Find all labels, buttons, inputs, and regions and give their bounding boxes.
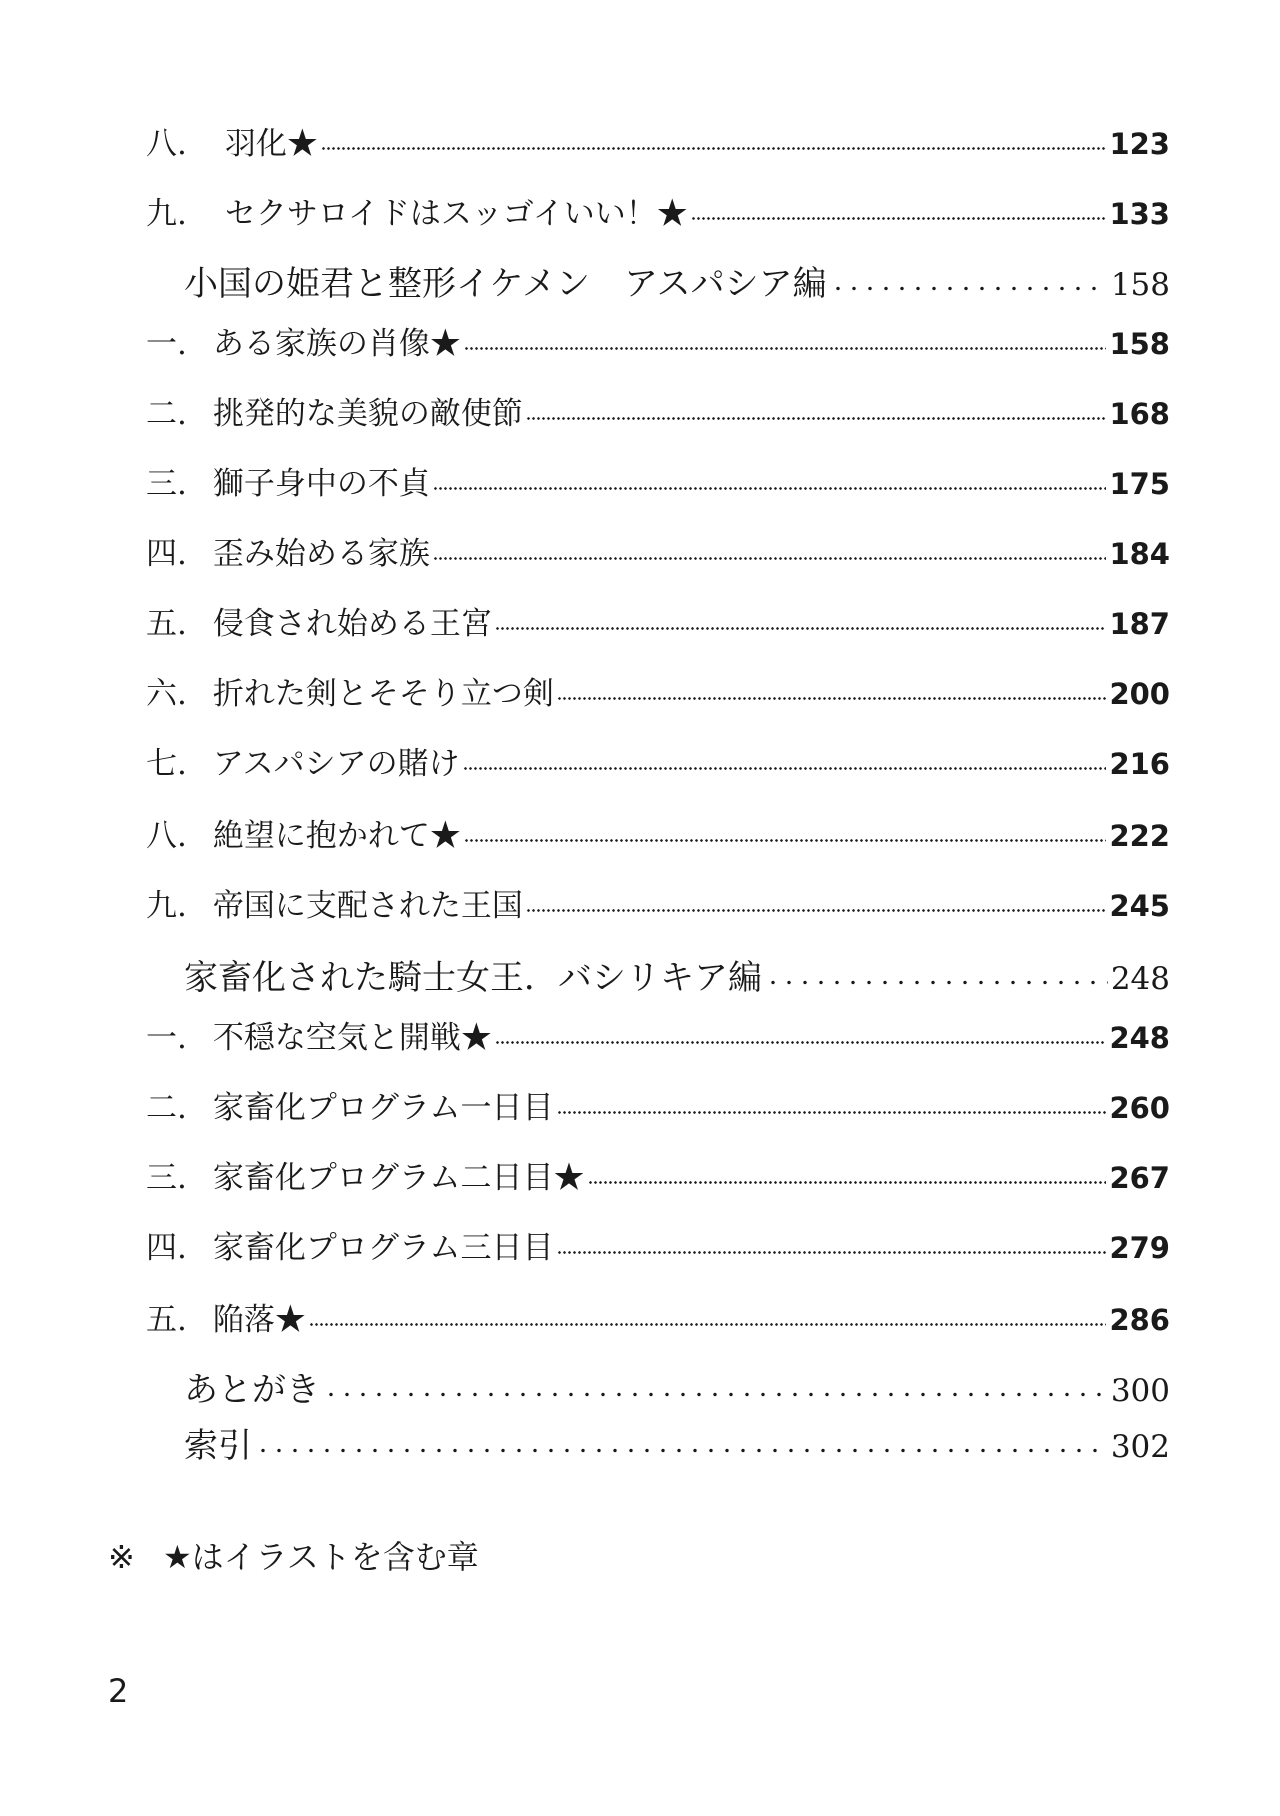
chapter-title: 絶望に抱かれて★ [212,818,461,854]
dot-leader [557,1087,1107,1118]
dot-leader [321,123,1107,154]
dot-leader [323,1367,1108,1401]
dot-leader [433,463,1107,494]
dot-leader [691,193,1107,224]
chapter-number: 八. [146,818,187,854]
dot-leader [495,1017,1107,1048]
dot-leader [495,603,1107,634]
section-title: 索引 [184,1426,252,1466]
page-ref: 158 [1109,327,1170,361]
dot-leader [464,323,1107,354]
dot-leader [557,673,1107,704]
toc-entry [146,1152,1170,1197]
chapter-title: 侵食され始める王宮 [212,606,492,642]
page-ref: 158 [1110,267,1170,303]
page-ref: 279 [1109,1231,1170,1265]
dot-leader [309,1299,1107,1330]
toc-entry [146,318,1170,363]
dot-leader [526,393,1107,424]
note-text: ★はイラストを含む章 [162,1538,479,1576]
toc-section [184,1418,1170,1467]
dot-leader [557,1227,1107,1258]
section-title: あとがき [184,1370,320,1410]
page-ref: 168 [1109,397,1170,431]
toc-entry [146,1012,1170,1057]
chapter-number: 二. [146,396,187,432]
dot-leader [765,955,1108,989]
dot-leader [464,815,1107,846]
page-ref: 248 [1109,1021,1170,1055]
chapter-title: アスパシアの賭け [212,746,460,782]
chapter-title: ある家族の肖像★ [212,326,461,362]
toc-entry [146,528,1170,573]
page-ref: 248 [1110,961,1170,997]
toc-section [184,1362,1170,1411]
toc-entry [146,1222,1170,1267]
page-ref: 260 [1109,1091,1170,1125]
chapter-title: 陥落★ [212,1302,306,1338]
chapter-number: 一. [146,1020,187,1056]
page-ref: 267 [1109,1161,1170,1195]
page-ref: 187 [1109,607,1170,641]
page-ref: 245 [1109,889,1170,923]
toc-entry [146,738,1170,783]
dot-leader [830,261,1108,295]
chapter-number: 四. [146,1230,187,1266]
chapter-number: 五. [146,1302,187,1338]
page-ref: 300 [1110,1373,1170,1409]
page-number: 2 [108,1672,129,1710]
section-title: 小国の姫君と整形イケメン アスパシア編 [184,264,827,304]
chapter-title: セクサロイドはスッゴイいい！★ [224,196,688,232]
toc-entry [146,668,1170,713]
toc-entry [146,1294,1170,1339]
toc-section [184,256,1170,305]
toc-entry [146,118,1170,163]
chapter-number: 一. [146,326,187,362]
chapter-title: 家畜化プログラム二日目★ [212,1160,585,1196]
chapter-number: 二. [146,1090,187,1126]
chapter-title: 獅子身中の不貞 [212,466,430,502]
dot-leader [526,885,1107,916]
page-ref: 133 [1109,197,1170,231]
chapter-title: 帝国に支配された王国 [212,888,523,924]
page-ref: 184 [1109,537,1170,571]
dot-leader [463,743,1107,774]
page-ref: 200 [1109,677,1170,711]
chapter-number: 八. [146,126,187,162]
illustration-note [108,1532,479,1578]
toc-section [184,950,1170,999]
page-ref: 216 [1109,747,1170,781]
toc-entry [146,880,1170,925]
toc-entry [146,388,1170,433]
page-ref: 302 [1110,1429,1170,1465]
chapter-title: 挑発的な美貌の敵使節 [212,396,523,432]
chapter-number: 七. [146,746,187,782]
page-ref: 286 [1109,1303,1170,1337]
dot-leader [255,1423,1108,1457]
chapter-title: 羽化★ [224,126,318,162]
chapter-number: 九. [146,196,187,232]
toc-entry [146,458,1170,503]
page-ref: 222 [1109,819,1170,853]
chapter-number: 三. [146,1160,187,1196]
section-title: 家畜化された騎士女王．バシリキア編 [184,958,762,998]
reference-mark: ※ [108,1538,135,1576]
chapter-number: 四. [146,536,187,572]
dot-leader [433,533,1107,564]
chapter-number: 九. [146,888,187,924]
chapter-title: 折れた剣とそそり立つ剣 [212,676,554,712]
page-ref: 123 [1109,127,1170,161]
dot-leader [588,1157,1107,1188]
chapter-number: 三. [146,466,187,502]
page-ref: 175 [1109,467,1170,501]
toc-entry [146,810,1170,855]
chapter-title: 家畜化プログラム三日目 [212,1230,554,1266]
chapter-title: 不穏な空気と開戦★ [212,1020,492,1056]
chapter-number: 六. [146,676,187,712]
toc-entry [146,1082,1170,1127]
chapter-number: 五. [146,606,187,642]
chapter-title: 歪み始める家族 [212,536,430,572]
chapter-title: 家畜化プログラム一日目 [212,1090,554,1126]
toc-entry [146,598,1170,643]
toc-entry [146,188,1170,233]
